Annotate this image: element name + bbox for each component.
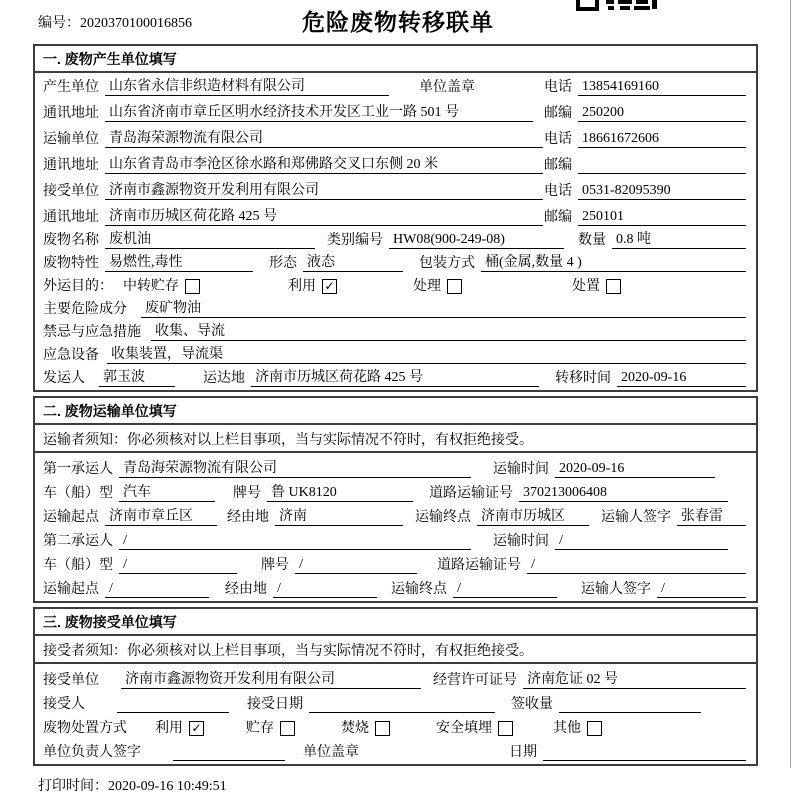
producer-zip-value: 250200 bbox=[578, 104, 746, 122]
road-permit1-value: 370213006408 bbox=[519, 484, 728, 502]
receiver-address-value: 济南市历城区荷花路 425 号 bbox=[105, 208, 543, 226]
section-receiver-title: 三. 废物接受单位填写 bbox=[35, 609, 756, 636]
section-transporter-title: 二. 废物运输单位填写 bbox=[35, 398, 756, 425]
checkbox-disposal-landfill bbox=[498, 721, 513, 736]
unit-seal-label: 单位盖章 bbox=[303, 745, 359, 760]
option-disposal-other: 其他 bbox=[553, 720, 602, 737]
row-transporter-unit bbox=[35, 125, 756, 151]
taboo-measures-value: 收集、导流 bbox=[151, 323, 746, 341]
row-emergency-equipment bbox=[35, 344, 756, 367]
row-route2 bbox=[35, 577, 756, 601]
route-start1-label: 运输起点 bbox=[43, 510, 99, 525]
transporter-notice: 运输者须知：你必须核对以上栏目事项，当与实际情况不符时，有权拒绝接受。 bbox=[35, 425, 756, 453]
waste-name-label: 废物名称 bbox=[43, 233, 99, 248]
waste-code-value: HW08(900-249-08) bbox=[389, 231, 564, 249]
dispatcher-label: 发运人 bbox=[43, 371, 85, 386]
producer-phone-value: 13854169160 bbox=[578, 78, 746, 96]
option-disposal: 处置 bbox=[572, 278, 621, 295]
accept-date-value bbox=[309, 712, 495, 713]
vehicle-type2-value: / bbox=[119, 556, 237, 574]
route-end2-label: 运输终点 bbox=[391, 582, 447, 597]
route-end2-value: / bbox=[453, 580, 557, 598]
plate1-value: 鲁 UK8120 bbox=[267, 484, 413, 502]
vehicle-type2-label: 车（船）型 bbox=[43, 558, 113, 573]
row-route1 bbox=[35, 505, 756, 529]
waste-props-value: 易燃性,毒性 bbox=[105, 254, 253, 272]
option-disposal-reuse: 利用 ✓ bbox=[155, 720, 204, 737]
seal-date-label: 日期 bbox=[509, 745, 537, 760]
row-hazard-components bbox=[35, 298, 756, 321]
row-vehicle1 bbox=[35, 481, 756, 505]
print-time bbox=[38, 775, 796, 795]
page-edge-line bbox=[790, 0, 791, 768]
row-responsible-sign bbox=[35, 740, 756, 764]
checkbox-disposal-other bbox=[587, 721, 602, 736]
vehicle-type1-value: 汽车 bbox=[119, 484, 215, 502]
waste-code-label: 类别编号 bbox=[327, 233, 383, 248]
producer-address-label: 通讯地址 bbox=[43, 106, 99, 121]
option-treatment: 处理 bbox=[413, 278, 462, 295]
producer-unit-value: 山东省永信非织造材料有限公司 bbox=[105, 78, 389, 96]
row-outbound-purpose bbox=[35, 275, 756, 298]
hazard-components-label: 主要危险成分 bbox=[43, 302, 127, 317]
route-end1-label: 运输终点 bbox=[415, 510, 471, 525]
accept-person-value bbox=[117, 712, 229, 713]
license-value: 济南危证 02 号 bbox=[523, 671, 746, 689]
section-producer bbox=[33, 44, 758, 392]
transport-time2-label: 运输时间 bbox=[493, 534, 549, 549]
transport-time1-label: 运输时间 bbox=[493, 462, 549, 477]
transporter-phone-label: 电话 bbox=[544, 132, 572, 147]
plate2-label: 牌号 bbox=[261, 558, 289, 573]
receive-unit-label: 接受单位 bbox=[43, 673, 99, 688]
row-transporter-address bbox=[35, 151, 756, 177]
route-start2-value: / bbox=[105, 580, 209, 598]
row-first-carrier bbox=[35, 453, 756, 481]
receiver-unit-value: 济南市鑫源物资开发利用有限公司 bbox=[105, 182, 543, 200]
section-transporter bbox=[33, 396, 758, 603]
row-waste-props bbox=[35, 252, 756, 275]
checkbox-transfer-storage bbox=[185, 279, 200, 294]
waste-props-label: 废物特性 bbox=[43, 256, 99, 271]
waste-form-label: 形态 bbox=[269, 256, 297, 271]
row-receiver-unit bbox=[35, 177, 756, 203]
waste-qty-value: 0.8 吨 bbox=[612, 231, 746, 249]
transfer-time-label: 转移时间 bbox=[555, 371, 611, 386]
serial-value: 2020370100016856 bbox=[80, 16, 192, 31]
waste-qty-label: 数量 bbox=[578, 233, 606, 248]
page-title: 危险废物转移联单 bbox=[302, 9, 494, 35]
receiver-zip-value: 250101 bbox=[578, 208, 746, 226]
waste-pack-label: 包装方式 bbox=[419, 256, 475, 271]
plate2-value: / bbox=[295, 556, 417, 574]
dispatcher-value: 郭玉波 bbox=[99, 369, 175, 387]
print-time-value: 2020-09-16 10:49:51 bbox=[108, 779, 227, 794]
seal-label: 单位盖章 bbox=[419, 80, 475, 95]
responsible-sign-label: 单位负责人签字 bbox=[43, 745, 141, 760]
waste-form-value: 液态 bbox=[303, 254, 403, 272]
waste-name-value: 废机油 bbox=[105, 231, 315, 249]
checkbox-disposal-incineration bbox=[375, 721, 390, 736]
taboo-measures-label: 禁忌与应急措施 bbox=[43, 325, 141, 340]
row-disposal-method bbox=[35, 716, 756, 740]
route-via2-label: 经由地 bbox=[225, 582, 267, 597]
emergency-equipment-value: 收集装置，导流渠 bbox=[107, 346, 746, 364]
route-via1-label: 经由地 bbox=[227, 510, 269, 525]
print-time-label: 打印时间： bbox=[38, 779, 108, 794]
second-carrier-label: 第二承运人 bbox=[43, 534, 113, 549]
qr-code-icon bbox=[578, 0, 658, 11]
section-receiver bbox=[33, 607, 758, 766]
option-disposal-storage: 贮存 bbox=[246, 720, 295, 737]
transporter-zip-label: 邮编 bbox=[544, 158, 572, 173]
accept-person-label: 接受人 bbox=[43, 697, 85, 712]
carrier-sign1-label: 运输人签字 bbox=[601, 510, 671, 525]
producer-address-value: 山东省济南市章丘区明水经济技术开发区工业一路 501 号 bbox=[105, 104, 533, 122]
route-via1-value: 济南 bbox=[275, 508, 403, 526]
receiver-unit-label: 接受单位 bbox=[43, 184, 99, 199]
first-carrier-label: 第一承运人 bbox=[43, 462, 113, 477]
transporter-address-value: 山东省青岛市李沧区徐水路和郑佛路交叉口东侧 20 米 bbox=[105, 156, 543, 174]
transport-time2-value: / bbox=[555, 532, 728, 550]
route-start2-label: 运输起点 bbox=[43, 582, 99, 597]
transporter-unit-value: 青岛海荣源物流有限公司 bbox=[105, 130, 543, 148]
row-producer-unit bbox=[35, 73, 756, 99]
hazard-components-value: 废矿物油 bbox=[141, 300, 746, 318]
carrier-sign1-value: 张春雷 bbox=[677, 508, 746, 526]
emergency-equipment-label: 应急设备 bbox=[43, 348, 99, 363]
waste-pack-value: 桶(金属,数量 4 ) bbox=[481, 254, 746, 272]
serial-label: 编号： bbox=[38, 16, 80, 31]
row-waste-name bbox=[35, 229, 756, 252]
checkbox-reuse: ✓ bbox=[322, 279, 337, 294]
transfer-time-value: 2020-09-16 bbox=[617, 369, 746, 387]
producer-unit-label: 产生单位 bbox=[43, 80, 99, 95]
signed-qty-label: 签收量 bbox=[511, 697, 553, 712]
option-reuse: 利用 ✓ bbox=[288, 278, 337, 295]
receiver-zip-label: 邮编 bbox=[544, 210, 572, 225]
outbound-purpose-label: 外运目的： bbox=[43, 279, 113, 294]
receiver-phone-label: 电话 bbox=[544, 184, 572, 199]
accept-date-label: 接受日期 bbox=[247, 697, 303, 712]
row-dispatch bbox=[35, 367, 756, 390]
receiver-phone-value: 0531-82095390 bbox=[578, 182, 746, 200]
section-producer-title: 一. 废物产生单位填写 bbox=[35, 46, 756, 73]
signed-qty-value bbox=[559, 712, 701, 713]
license-label: 经营许可证号 bbox=[433, 673, 517, 688]
row-taboo-measures bbox=[35, 321, 756, 344]
row-receive-unit bbox=[35, 664, 756, 692]
route-end1-value: 济南市历城区 bbox=[477, 508, 589, 526]
option-disposal-incineration: 焚烧 bbox=[341, 720, 390, 737]
transporter-address-label: 通讯地址 bbox=[43, 158, 99, 173]
transporter-unit-label: 运输单位 bbox=[43, 132, 99, 147]
road-permit2-value: / bbox=[527, 556, 746, 574]
disposal-method-label: 废物处置方式 bbox=[43, 721, 127, 736]
receive-unit-value: 济南市鑫源物资开发利用有限公司 bbox=[121, 671, 421, 689]
road-permit1-label: 道路运输证号 bbox=[429, 486, 513, 501]
receiver-address-label: 通讯地址 bbox=[43, 210, 99, 225]
responsible-sign-value bbox=[173, 760, 285, 761]
carrier-sign2-label: 运输人签字 bbox=[581, 582, 651, 597]
checkbox-treatment bbox=[447, 279, 462, 294]
producer-phone-label: 电话 bbox=[544, 80, 572, 95]
receiver-notice: 接受者须知：你必须核对以上栏目事项，当与实际情况不符时，有权拒绝接受。 bbox=[35, 636, 756, 664]
transporter-zip-value bbox=[578, 173, 746, 174]
checkbox-disposal bbox=[606, 279, 621, 294]
row-accept bbox=[35, 692, 756, 716]
producer-zip-label: 邮编 bbox=[544, 106, 572, 121]
plate1-label: 牌号 bbox=[233, 486, 261, 501]
road-permit2-label: 道路运输证号 bbox=[437, 558, 521, 573]
first-carrier-value: 青岛海荣源物流有限公司 bbox=[119, 460, 471, 478]
row-second-carrier bbox=[35, 529, 756, 553]
transporter-phone-value: 18661672606 bbox=[578, 130, 746, 148]
checkbox-disposal-storage bbox=[280, 721, 295, 736]
vehicle-type1-label: 车（船）型 bbox=[43, 486, 113, 501]
row-receiver-address bbox=[35, 203, 756, 229]
row-producer-address bbox=[35, 99, 756, 125]
destination-value: 济南市历城区荷花路 425 号 bbox=[251, 369, 539, 387]
route-via2-value: / bbox=[273, 580, 377, 598]
transport-time1-value: 2020-09-16 bbox=[555, 460, 715, 478]
checkbox-disposal-reuse: ✓ bbox=[189, 721, 204, 736]
row-vehicle2 bbox=[35, 553, 756, 577]
carrier-sign2-value: / bbox=[657, 580, 746, 598]
option-transfer-storage: 中转贮存 bbox=[123, 278, 200, 295]
document-header bbox=[0, 0, 796, 40]
route-start1-value: 济南市章丘区 bbox=[105, 508, 217, 526]
second-carrier-value: / bbox=[119, 532, 471, 550]
seal-date-value bbox=[543, 760, 746, 761]
option-disposal-landfill: 安全填埋 bbox=[436, 720, 513, 737]
destination-label: 运达地 bbox=[203, 371, 245, 386]
